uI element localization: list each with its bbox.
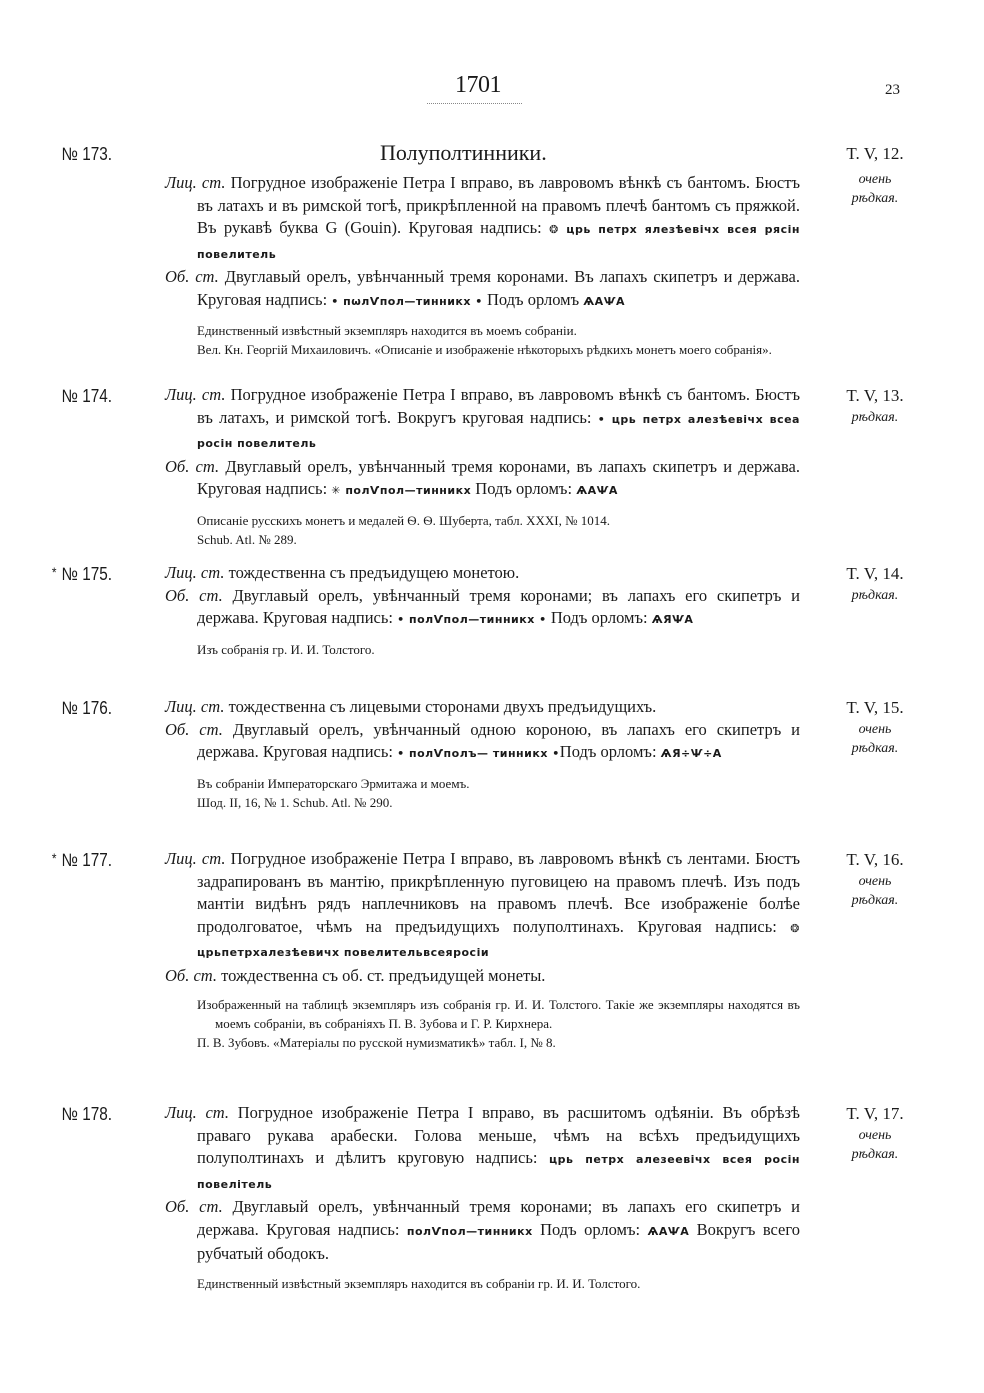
note: Изображенный на таблицѣ экземпляръ изъ собранія гр. И. И. Толстого. Такіе же экземпляры находятся въ моемъ собраніи, въ собраніяхъ П. В. Зубова и Г. Р. Кирхнера. [197, 997, 800, 1031]
note: П. В. Зубовъ. «Матеріалы по русской нумизматикѣ» табл. I, № 8. [197, 1035, 556, 1050]
rarity-line-2: рѣдкая. [851, 741, 899, 756]
entry-number-text: № 177. [61, 850, 112, 870]
plate-reference: T. V, 15. [846, 698, 904, 717]
mint-mark: ѦЯѰА [651, 613, 694, 626]
rarity-line-2: рѣдкая. [851, 191, 899, 206]
rarity: рѣдкая. [851, 588, 899, 603]
obverse-description [165, 384, 800, 456]
entry-body [165, 1102, 800, 1293]
reverse-end: Вокругъ всего рубчатый ободокъ. [197, 1219, 800, 1263]
reverse-label: Об. ст. [165, 965, 218, 985]
mint-mark: ѦАѰА [583, 294, 626, 308]
reverse-tail: Подъ орломъ: [546, 608, 652, 627]
reverse-text: Двуглавый орелъ, увѣнчанный тремя коронами; въ лапахъ его скипетръ и держава. Круговая надпись: [197, 585, 801, 627]
entry-number: № 176. [61, 698, 112, 718]
reverse-tail: Подъ орломъ [482, 289, 584, 309]
obverse-legend: ❂ црьпетрхалезѣевичх повелительвсеяросіи [197, 921, 800, 959]
obverse-description [165, 1102, 800, 1196]
entry-number: № 174. [61, 386, 112, 406]
obverse-label: Лиц. ст. [165, 563, 225, 582]
reverse-text: Двуглавый орелъ, увѣнчанный тремя коронами; въ лапахъ его скипетръ и держава. Круговая надпись: [197, 1197, 801, 1239]
reverse-label: Об. ст. [165, 456, 220, 476]
reverse-label: Об. ст. [165, 719, 223, 739]
reverse-text: Двуглавый орелъ, увѣнчанный тремя коронами, въ лапахъ скипетръ и держава. Круговая надпись: [197, 456, 801, 498]
rarity-line-1: очень [858, 1128, 892, 1143]
entry-number: № 178. [61, 1104, 112, 1124]
obverse-description [165, 696, 800, 719]
obverse-text: тождественна съ предъидущею монетою. [228, 563, 520, 582]
obverse-label: Лиц. ст. [165, 849, 226, 868]
entry-number [17, 850, 112, 871]
entry-body [165, 384, 800, 549]
entry-number [17, 564, 112, 585]
reverse-tail: Подъ орломъ: [471, 479, 577, 498]
rarity: рѣдкая. [851, 410, 899, 425]
reverse-tail: Подъ орломъ: [532, 1219, 648, 1239]
reverse-legend: • полѴпол—тинникх • [397, 613, 547, 626]
notes [165, 774, 800, 812]
notes [165, 1274, 800, 1293]
mint-mark: ѦАѰА [647, 1224, 690, 1238]
entry-body [165, 848, 800, 1052]
obverse-label: Лиц. ст. [165, 697, 225, 716]
obverse-legend: • црь петрх алезѣевічх всеа росін повелитель [197, 412, 800, 450]
note: Шод. II, 16, № 1. Schub. Atl. № 290. [197, 794, 393, 810]
entry-number-text: № 175. [61, 564, 112, 584]
reverse-text: тождественна съ об. ст. предъидущей монеты. [221, 965, 546, 985]
obverse-description [165, 848, 800, 965]
section-title: Полуполтинники. [380, 140, 547, 165]
reverse-text: Двуглавый орелъ, увѣнчанный одною короною, въ лапахъ его скипетръ и держава. Круговая надпись: [197, 719, 801, 761]
obverse-text: Погрудное изображеніе Петра I вправо, въ лавровомъ вѣнкѣ съ бантомъ. Бюстъ въ латахъ, и римской тогѣ. Вокругъ круговая надпись: [197, 385, 801, 427]
obverse-description [165, 172, 800, 266]
obverse-label: Лиц. ст. [165, 385, 226, 404]
obverse-label: Лиц. ст. [165, 173, 226, 192]
rarity [815, 170, 935, 208]
reverse-description [165, 1196, 800, 1266]
reverse-label: Об. ст. [165, 585, 223, 605]
reverse-text: Двуглавый орелъ, увѣнчанный тремя коронами. Въ лапахъ скипетръ и держава. Круговая надпись: [197, 267, 801, 309]
reverse-description [165, 585, 800, 632]
star-marker: * [51, 564, 57, 580]
plate-reference: T. V, 14. [846, 564, 904, 583]
reverse-description [165, 965, 800, 988]
mint-mark: ѦАѰА [576, 484, 618, 497]
plate-reference: T. V, 16. [846, 850, 904, 869]
note: Вел. Кн. Георгій Михаиловичъ. «Описаніе и изображеніе нѣкоторыхъ рѣдкихъ монетъ моего собранія». [197, 342, 772, 357]
note: Единственный извѣстный экземпляръ находится въ моемъ собраніи. [197, 323, 577, 338]
reverse-legend: ✳ полѴпол—тинникх [331, 484, 472, 497]
obverse-text: тождественна съ лицевыми сторонами двухъ предъидущихъ. [228, 697, 657, 716]
rarity-line-1: очень [858, 172, 892, 187]
obverse-legend: црь петрх алезеевічх всея росін повелітель [197, 1153, 800, 1191]
page-header [0, 72, 984, 112]
year-underline [427, 103, 522, 104]
note: Единственный извѣстный экземпляръ находится въ собраніи гр. И. И. Толстого. [197, 1275, 641, 1291]
note: Описаніе русскихъ монетъ и медалей Ѳ. Ѳ. Шуберта, табл. XXXI, № 1014. [197, 512, 610, 528]
plate-reference: T. V, 13. [846, 386, 904, 405]
rarity [815, 872, 935, 910]
obverse-text: Погрудное изображеніе Петра I вправо, въ лавровомъ вѣнкѣ съ бантомъ. Бюстъ въ латахъ и въ римской тогѣ, прикрѣпленной на правомъ плечѣ бантомъ съ пряжкой. Въ рукавѣ буква G (Gouin). Круговая надпись: [197, 173, 801, 237]
reverse-description [165, 719, 800, 766]
entry-body [165, 172, 800, 359]
mint-mark: ѦЯ÷Ѱ÷А [660, 747, 722, 760]
obverse-legend: ❂ црь петрх ялезѣевічх всея рясін повелитель [197, 223, 800, 261]
rarity-line-1: очень [858, 722, 892, 737]
entry-body [165, 562, 800, 659]
notes [165, 995, 800, 1052]
obverse-text: Погрудное изображеніе Петра I вправо, въ лавровомъ вѣнкѣ съ лентами. Бюстъ задрапированъ въ мантію, прикрѣпленную пуговицею на правомъ плечѣ. Изъ подъ мантіи видѣнъ рядъ наплечниковъ на правомъ плечѣ. Все изображеніе болѣе продолговатое, чѣмъ на предъидущихъ полуполтинахъ. Круговая надпись: [197, 849, 800, 936]
notes [165, 321, 800, 359]
obverse-label: Лиц. ст. [165, 1103, 230, 1122]
reverse-label: Об. ст. [165, 1197, 223, 1216]
rarity [815, 720, 935, 758]
rarity-line-2: рѣдкая. [851, 1147, 899, 1162]
notes [165, 511, 800, 549]
reverse-label: Об. ст. [165, 267, 219, 286]
reverse-legend: • полѴполъ— тинникх • [397, 747, 560, 760]
entry-body [165, 696, 800, 812]
reverse-tail: Подъ орломъ: [559, 742, 661, 761]
obverse-text: Погрудное изображеніе Петра I вправо, въ расшитомъ одѣяніи. Въ обрѣзѣ праваго рукава арабески. Голова меньше, чѣмъ на всѣхъ предъидущихъ полуполтинахъ и дѣлитъ круговую надпись: [197, 1103, 800, 1167]
note: Изъ собранія гр. И. И. Толстого. [197, 641, 375, 657]
plate-reference: T. V, 12. [846, 144, 904, 163]
rarity-line-1: очень [858, 874, 892, 889]
reverse-description [165, 456, 800, 503]
page-number: 23 [885, 82, 900, 98]
reverse-legend: полѴпол—тинникх [406, 1224, 533, 1238]
reverse-legend: • пωлѴпол—тинникх • [331, 294, 483, 308]
rarity-line-2: рѣдкая. [851, 893, 899, 908]
plate-reference: T. V, 17. [846, 1104, 904, 1123]
rarity [815, 1126, 935, 1164]
notes [165, 640, 800, 659]
year-heading: 1701 [455, 72, 501, 98]
entry-number: № 173. [61, 144, 112, 164]
star-marker: * [51, 850, 57, 866]
obverse-description [165, 562, 800, 585]
reverse-description [165, 266, 800, 313]
note: Schub. Atl. № 289. [197, 531, 297, 547]
note: Въ собраніи Императорскаго Эрмитажа и моемъ. [197, 775, 470, 791]
